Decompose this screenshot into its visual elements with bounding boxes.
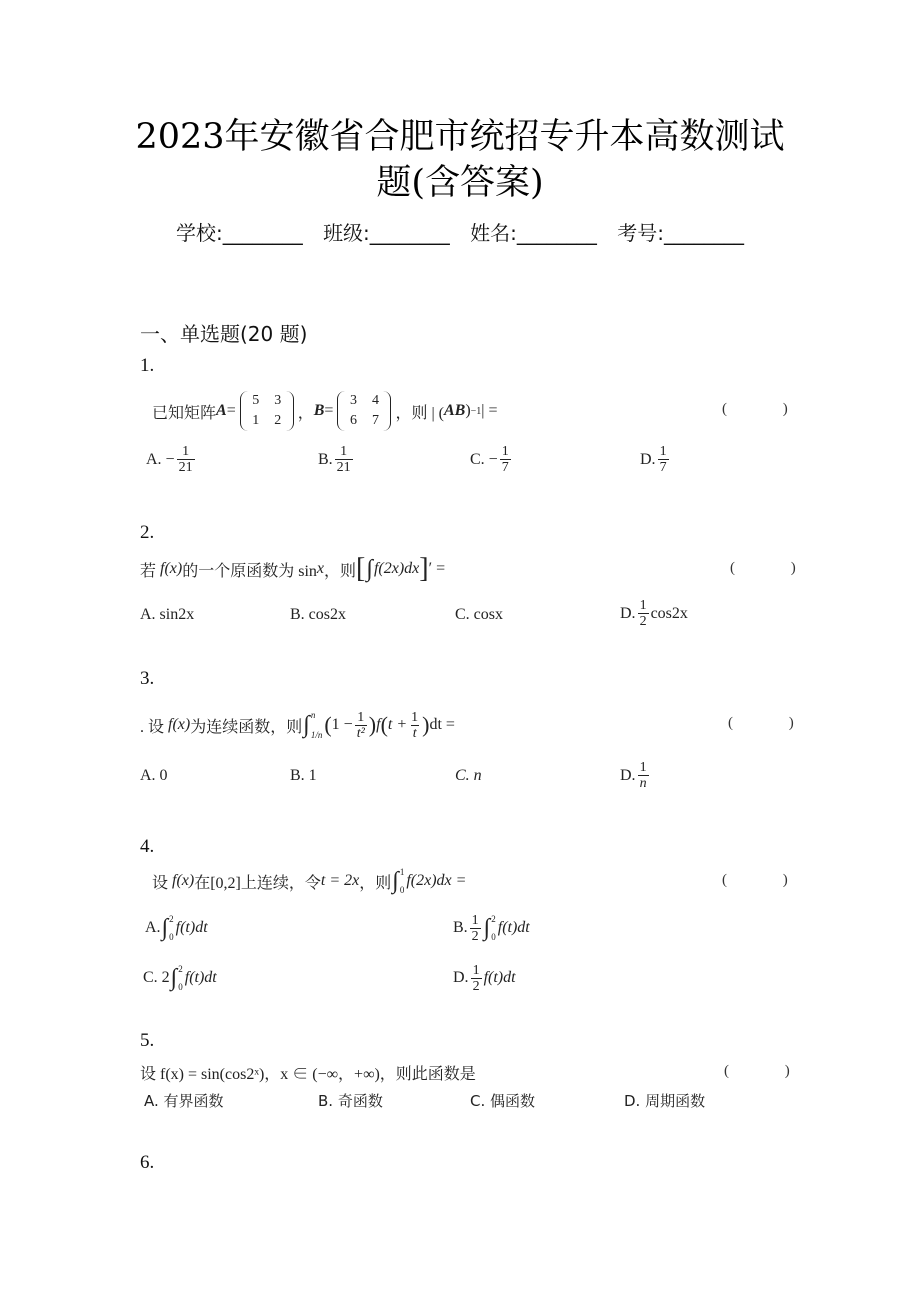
q3-body-a: 1 − bbox=[331, 716, 353, 733]
q3-body-d: dt = bbox=[429, 716, 455, 733]
q4-mid: 在[0,2]上连续，令 bbox=[194, 874, 321, 892]
matrix-cell: 4 bbox=[371, 393, 379, 408]
option-label: C. − bbox=[470, 450, 498, 468]
q2-option-d bbox=[620, 598, 688, 629]
q1-sup: −1 bbox=[470, 405, 482, 417]
left-paren: ( bbox=[324, 712, 332, 737]
integral-sign: ∫ bbox=[170, 964, 178, 991]
answer-blank: ( ) bbox=[724, 1063, 816, 1079]
q2-option-a: A. sin2x bbox=[140, 606, 195, 623]
q3-fx: f(x) bbox=[168, 716, 191, 733]
q5-option-d: D. 周期函数 bbox=[624, 1092, 706, 1110]
q3-option-d bbox=[620, 760, 651, 791]
option-label: B. bbox=[453, 919, 468, 936]
fraction: $\frac{1}{2}$ bbox=[472, 962, 480, 994]
option-body: f(t)dt bbox=[483, 969, 516, 986]
q1-option-d bbox=[640, 444, 671, 475]
answer-blank: ( ) bbox=[728, 715, 820, 731]
option-body: f(t)dt bbox=[175, 919, 208, 936]
q4-option-d bbox=[453, 960, 516, 996]
question-3-stem bbox=[140, 704, 455, 746]
option-label: D. bbox=[620, 604, 636, 622]
q2-fx: f(x) bbox=[160, 560, 183, 577]
q1-option-c bbox=[470, 444, 513, 475]
school-field: 学校:________ bbox=[175, 221, 303, 245]
fraction: $\frac{1}{21}$ bbox=[336, 444, 351, 475]
integral-limits: 2 0 bbox=[169, 914, 174, 942]
q1-eq-1: = bbox=[226, 402, 236, 419]
option-tail: cos2x bbox=[650, 604, 688, 622]
q4-option-b bbox=[453, 910, 530, 946]
q1-matrix-B-label: B bbox=[313, 402, 325, 419]
q2-then: ，则 bbox=[324, 562, 357, 580]
fraction: $\frac{1}{n}$ bbox=[639, 760, 647, 791]
matrix-cell: 3 bbox=[274, 393, 282, 408]
q1-prefix: 已知矩阵 bbox=[152, 404, 217, 422]
answer-blank: ( ) bbox=[730, 560, 822, 576]
option-label: A. − bbox=[146, 450, 175, 468]
q4-then: ，则 bbox=[359, 874, 392, 892]
q1-option-b bbox=[318, 444, 355, 475]
option-label: D. bbox=[620, 766, 636, 784]
integral-sign: ∫ bbox=[483, 914, 491, 941]
q3-option-a: A. 0 bbox=[140, 767, 168, 784]
left-bracket: [ bbox=[356, 553, 366, 584]
q4-fx: f(x) bbox=[172, 872, 195, 889]
question-4-stem bbox=[152, 864, 466, 898]
fraction: $\frac{1}{\text{t²}}$ bbox=[356, 709, 365, 741]
question-5-number: 5. bbox=[140, 1030, 155, 1051]
fraction: $\frac{1}{7}$ bbox=[659, 444, 667, 475]
option-label: C. 2 bbox=[143, 969, 170, 986]
integral-limits: 2 0 bbox=[491, 914, 496, 942]
integral-sign: ∫ bbox=[366, 555, 373, 582]
q1-matrix-B bbox=[337, 391, 391, 431]
q1-tail-pre: ，则 | ( bbox=[395, 404, 444, 422]
q2-prime: ′ = bbox=[428, 560, 446, 577]
option-body: f(t)dt bbox=[497, 919, 530, 936]
q4-sub: t = 2x bbox=[320, 872, 360, 889]
integral-sign: ∫ bbox=[161, 914, 169, 941]
matrix-cell: 2 bbox=[274, 413, 282, 428]
question-4-number: 4. bbox=[140, 836, 155, 857]
fraction: $\frac{1}{t}$ bbox=[411, 709, 419, 741]
matrix-cell: 7 bbox=[371, 413, 379, 428]
q1-tail-post: ) bbox=[465, 402, 471, 419]
q2-option-b: B. cos2x bbox=[290, 606, 346, 623]
option-label: D. bbox=[453, 969, 469, 986]
q1-eq-2: = bbox=[324, 402, 334, 419]
option-label: B. bbox=[318, 450, 333, 468]
integral-sign: ∫ bbox=[392, 867, 399, 894]
q1-AB: AB bbox=[443, 402, 466, 419]
q4-option-c bbox=[143, 960, 217, 996]
student-info-row bbox=[0, 217, 920, 246]
integral-limits: 1 0 bbox=[399, 867, 405, 895]
option-label: D. bbox=[640, 450, 656, 468]
question-1-stem bbox=[152, 388, 498, 434]
question-1-number: 1. bbox=[140, 355, 155, 376]
fraction: $\frac{1}{21}$ bbox=[178, 444, 193, 475]
question-2-stem bbox=[140, 553, 445, 585]
q3-option-c: C. n bbox=[455, 767, 482, 784]
q2-mid: 的一个原函数为 sin bbox=[182, 562, 317, 580]
q4-integrand: f(2x)dx = bbox=[406, 872, 467, 889]
fraction: $\frac{1}{2}$ bbox=[471, 912, 479, 944]
option-body: f(t)dt bbox=[184, 969, 217, 986]
id-field: 考号:________ bbox=[617, 221, 745, 245]
fraction: $\frac{1}{2}$ bbox=[639, 598, 647, 629]
name-field: 姓名:________ bbox=[470, 221, 597, 245]
q2-pre: 若 bbox=[140, 562, 157, 580]
question-2-number: 2. bbox=[140, 522, 155, 543]
section-heading: 一、单选题(20 题) bbox=[140, 322, 308, 346]
q1-option-a bbox=[146, 444, 197, 475]
q3-body-b: f bbox=[376, 716, 381, 733]
left-paren: ( bbox=[380, 712, 388, 737]
q2-integrand: f(2x)dx bbox=[373, 560, 420, 577]
q1-matrix-A bbox=[240, 391, 294, 431]
option-label: A. bbox=[145, 919, 161, 936]
q3-option-b: B. 1 bbox=[290, 767, 317, 784]
q4-option-a bbox=[145, 910, 208, 946]
question-6-number: 6. bbox=[140, 1152, 155, 1173]
q2-option-c: C. cosx bbox=[455, 606, 503, 623]
q1-sep: ， bbox=[297, 404, 314, 422]
right-paren: ) bbox=[422, 712, 430, 737]
integral-limits: 2 0 bbox=[178, 964, 183, 992]
q4-pre: 设 bbox=[152, 874, 169, 892]
doc-title-line1: 2023年安徽省合肥市统招专升本高数测试 bbox=[135, 117, 785, 157]
integral-limits: n 1/n bbox=[310, 710, 323, 740]
matrix-cell: 1 bbox=[252, 413, 260, 428]
right-bracket: ] bbox=[419, 553, 429, 584]
class-field: 班级:________ bbox=[323, 221, 450, 245]
matrix-cell: 6 bbox=[349, 413, 357, 428]
fraction: $\frac{1}{7}$ bbox=[501, 444, 509, 475]
q5-option-a: A. 有界函数 bbox=[144, 1092, 224, 1110]
matrix-cell: 5 bbox=[252, 393, 260, 408]
matrix-cell: 3 bbox=[349, 393, 357, 408]
right-paren: ) bbox=[368, 712, 377, 737]
q1-matrix-A-label: A bbox=[216, 402, 227, 419]
q1-tail-end: | = bbox=[481, 402, 498, 419]
doc-title-line2: 题(含答案) bbox=[376, 163, 544, 203]
q3-mid: 为连续函数，则 bbox=[190, 718, 303, 736]
answer-blank: ( ) bbox=[722, 872, 814, 888]
question-3-number: 3. bbox=[140, 668, 155, 689]
answer-blank: ( ) bbox=[722, 401, 814, 417]
q3-body-c: t + bbox=[387, 716, 408, 733]
question-5-stem: 设 f(x) = sin(cos2ˣ)，x ∈ (−∞，+∞)，则此函数是 bbox=[140, 1066, 476, 1083]
q2-x: x bbox=[316, 560, 325, 577]
q3-pre: . 设 bbox=[140, 718, 165, 736]
q5-option-b: B. 奇函数 bbox=[318, 1092, 383, 1110]
q5-option-c: C. 偶函数 bbox=[470, 1092, 536, 1110]
integral-sign: ∫ bbox=[303, 711, 310, 738]
